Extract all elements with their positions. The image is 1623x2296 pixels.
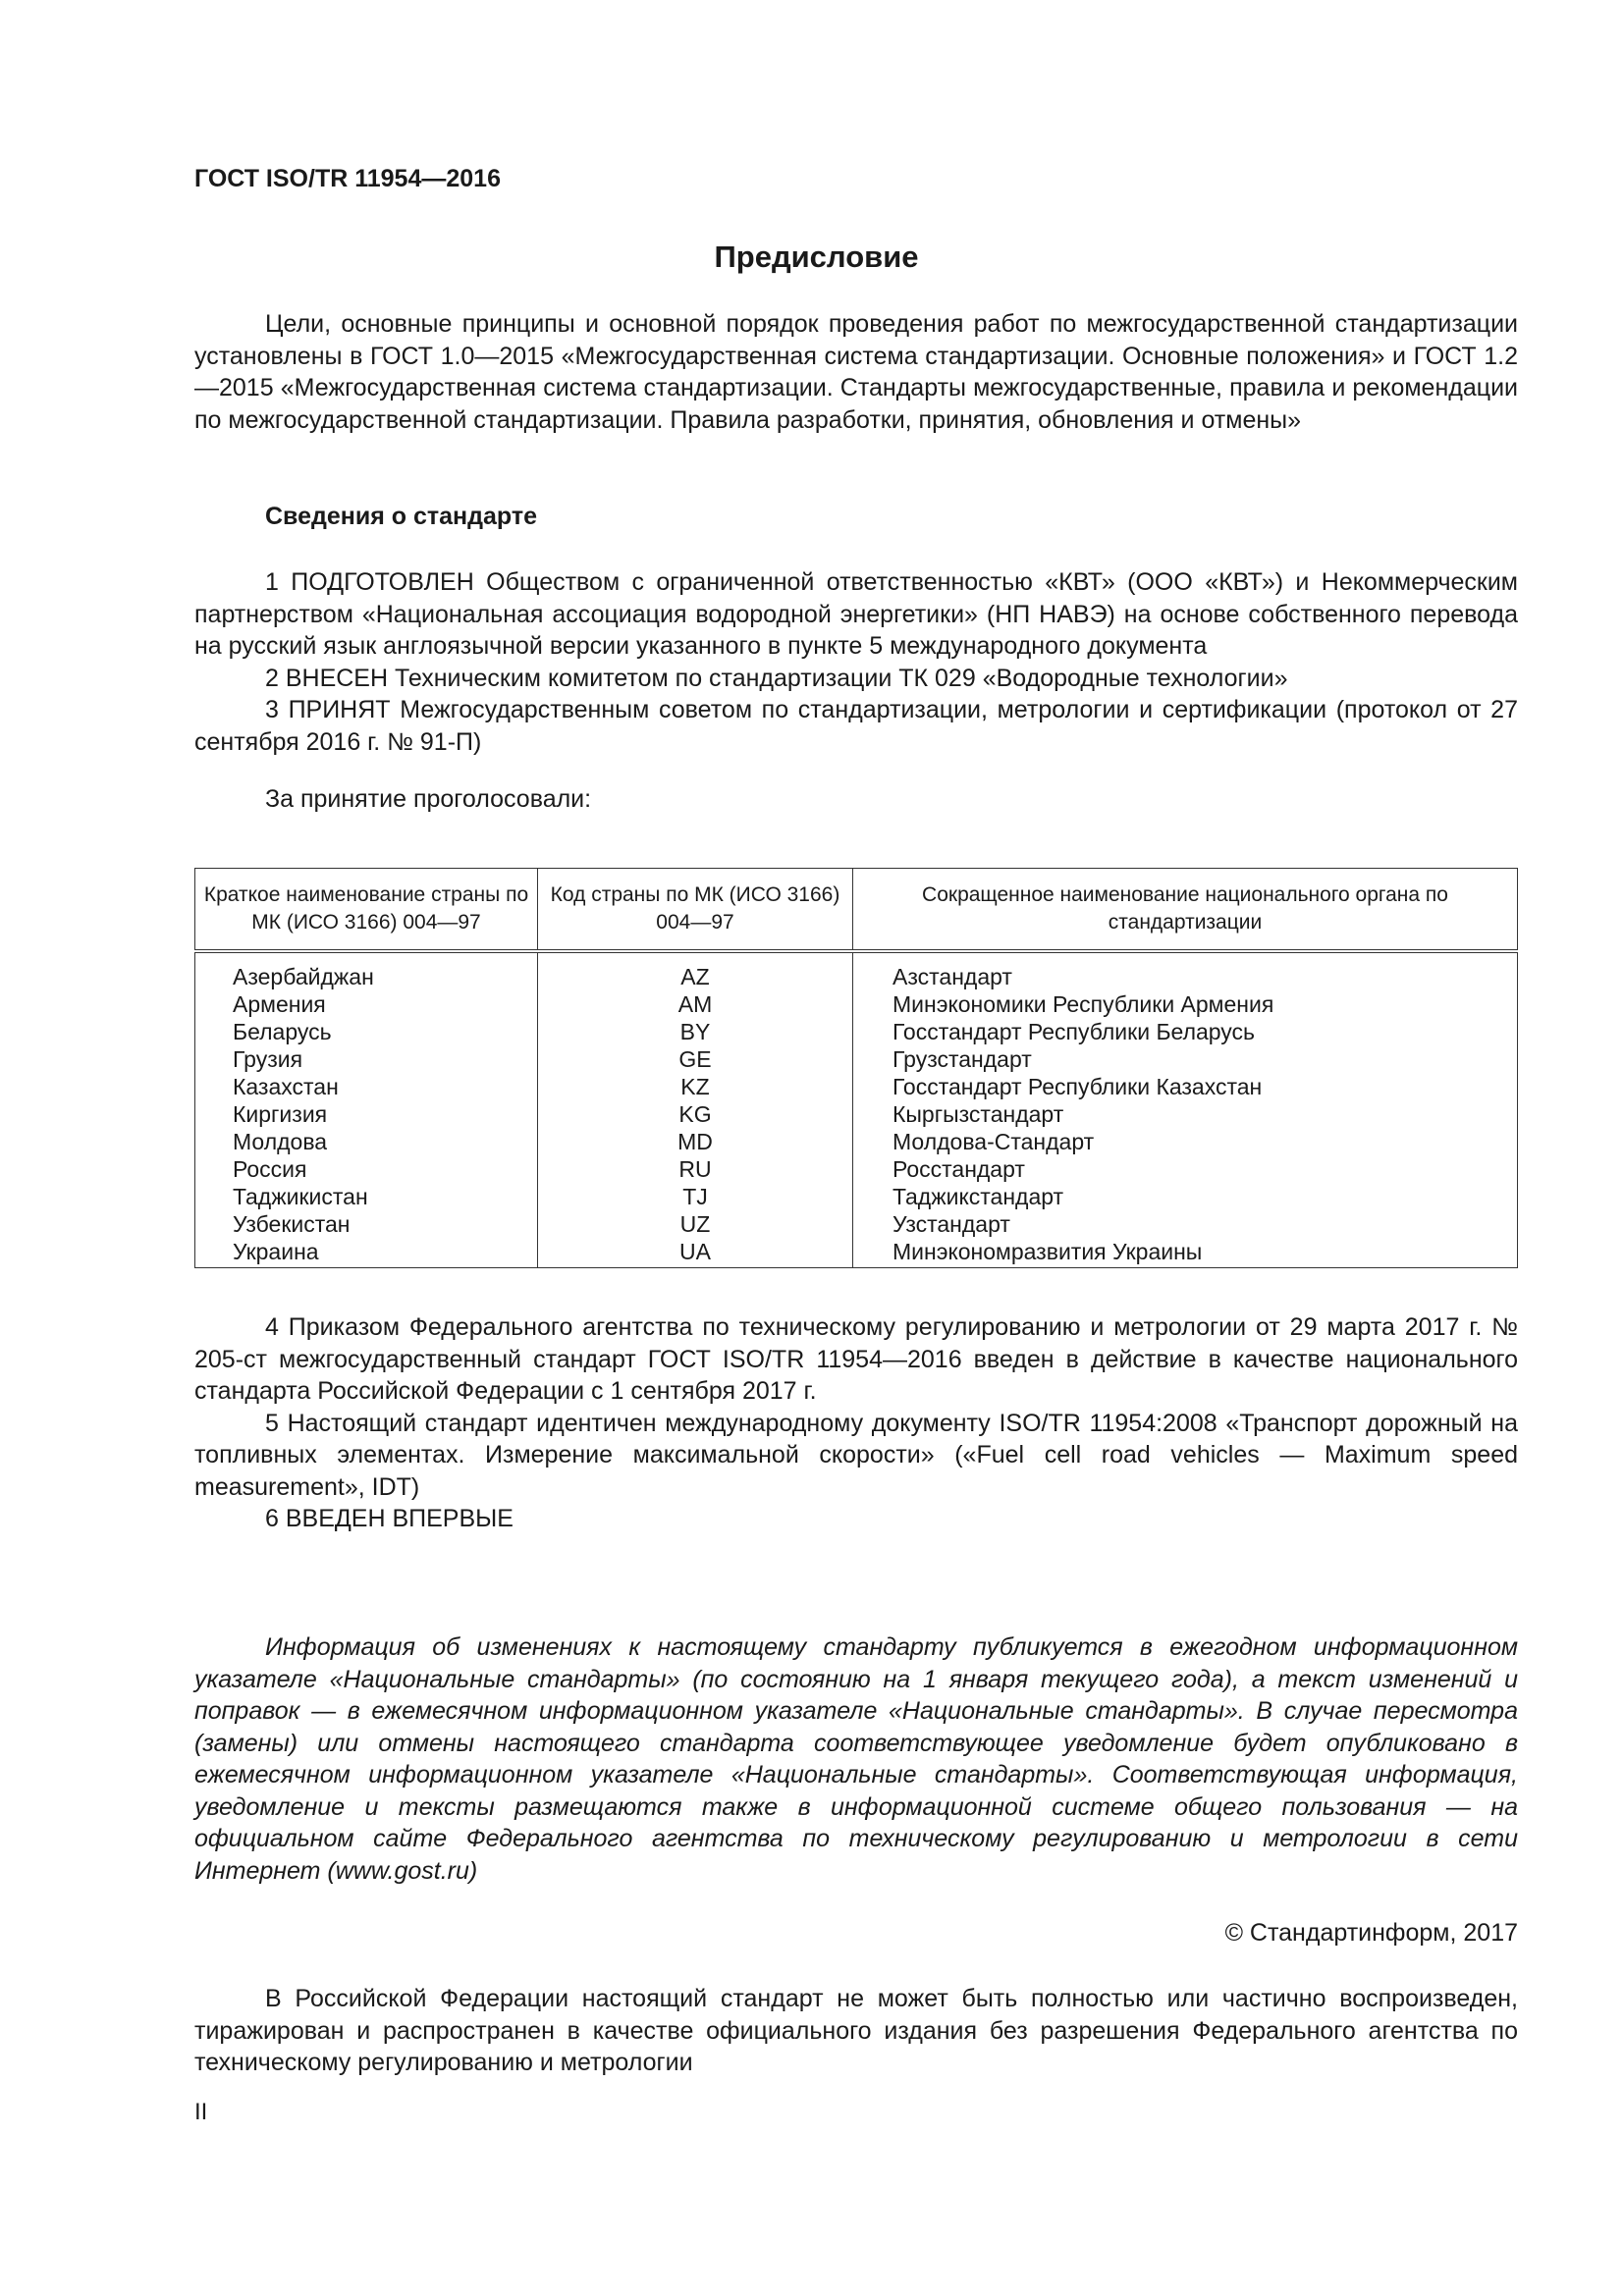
code-cell: BY	[538, 1018, 853, 1045]
body-cell: Госстандарт Республики Казахстан	[853, 1073, 1518, 1100]
table-row	[195, 1183, 1518, 1210]
items-section	[194, 566, 1518, 816]
code-cell: UZ	[538, 1210, 853, 1238]
page-number: II	[194, 2099, 208, 2125]
item-3: 3 ПРИНЯТ Межгосударственным советом по стандартизации, метрологии и сертификации (протокол от 27 сентября 2016 г. № 91-П)	[194, 696, 1518, 756]
table-row	[195, 1238, 1518, 1268]
copyright: © Стандартинформ, 2017	[1224, 1919, 1518, 1947]
country-cell: Россия	[233, 1156, 307, 1182]
table-row	[195, 1100, 1518, 1128]
table-header-row	[195, 869, 1518, 952]
body-cell: Кыргызстандарт	[853, 1100, 1518, 1128]
table-row	[195, 1073, 1518, 1100]
table-row	[195, 1210, 1518, 1238]
intro-paragraph: Цели, основные принципы и основной порядок проведения работ по межгосударственной стандартизации установлены в ГОСТ 1.0—2015 «Межгосударственная система стандартизации. Основные положения» и ГОСТ 1.2—2015 «Межгосударственная система стандартизации. Стандарты межгосударственные, правила и рекомендации по межгосударственной стандартизации. Правила разработки, принятия, обновления и отмены»	[194, 310, 1518, 434]
body-cell: Азстандарт	[853, 951, 1518, 990]
country-cell: Азербайджан	[233, 964, 374, 989]
table-row	[195, 951, 1518, 990]
table-row	[195, 990, 1518, 1018]
intro-section	[194, 308, 1518, 436]
code-cell: TJ	[538, 1183, 853, 1210]
document-header: ГОСТ ISO/TR 11954—2016	[194, 165, 501, 192]
country-cell: Узбекистан	[233, 1211, 351, 1237]
notice-paragraph: Информация об изменениях к настоящему стандарту публикуется в ежегодном информационном указателе «Национальные стандарты» (по состоянию на 1 января текущего года), а текст изменений и поправок — в ежемесячном информационном указателе «Национальные стандарты». В случае пересмотра (замены) или отмены настоящего стандарта соответствующее уведомление будет опубликовано в ежемесячном информационном указателе «Национальные стандарты». Соответствующая информация, уведомление и тексты размещаются также в информационной системе общего пользования — на официальном сайте Федерального агентства по техническому регулированию и метрологии в сети Интернет (www.gost.ru)	[194, 1633, 1518, 1885]
item-2: 2 ВНЕСЕН Техническим комитетом по стандартизации ТК 029 «Водородные технологии»	[265, 664, 1288, 692]
body-cell: Таджикстандарт	[853, 1183, 1518, 1210]
notice-section	[194, 1631, 1518, 1887]
code-cell: MD	[538, 1128, 853, 1155]
items2-section	[194, 1311, 1518, 1535]
code-cell: GE	[538, 1045, 853, 1073]
country-cell: Украина	[233, 1239, 319, 1264]
restriction-paragraph: В Российской Федерации настоящий стандарт не может быть полностью или частично воспроизведен, тиражирован и распространен в качестве официального издания без разрешения Федерального агентства по техническому регулированию и метрологии	[194, 1985, 1518, 2076]
code-cell: AM	[538, 990, 853, 1018]
col-header-code: Код страны по МК (ИСО 3166) 004—97	[538, 869, 853, 952]
body-cell: Минэкономразвития Украины	[853, 1238, 1518, 1268]
item-6: 6 ВВЕДЕН ВПЕРВЫЕ	[265, 1505, 514, 1532]
item-5: 5 Настоящий стандарт идентичен международному документу ISO/TR 11954:2008 «Транспорт дорожный на топливных элементах. Измерение максимальной скорости» («Fuel cell road vehicles — Maximum speed measurement», IDT)	[194, 1409, 1518, 1501]
restriction-section	[194, 1983, 1518, 2079]
code-cell: KZ	[538, 1073, 853, 1100]
col-header-country: Краткое наименование страны по МК (ИСО 3166) 004—97	[195, 869, 538, 952]
body-cell: Грузстандарт	[853, 1045, 1518, 1073]
info-heading-wrap	[194, 501, 1518, 533]
country-cell: Молдова	[233, 1129, 328, 1154]
item-1: 1 ПОДГОТОВЛЕН Обществом с ограниченной ответственностью «КВТ» (ООО «КВТ») и Некоммерческим партнерством «Национальная ассоциация водородной энергетики» (НП НАВЭ) на основе собственного перевода на русский язык англоязычной версии указанного в пункте 5 международного документа	[194, 568, 1518, 660]
page-title: Предисловие	[714, 240, 919, 274]
code-cell: AZ	[538, 951, 853, 990]
country-cell: Казахстан	[233, 1074, 339, 1099]
col-header-body: Сокращенное наименование национального органа по стандартизации	[853, 869, 1518, 952]
country-cell: Армения	[233, 991, 326, 1017]
country-cell: Киргизия	[233, 1101, 328, 1127]
body-cell: Госстандарт Республики Беларусь	[853, 1018, 1518, 1045]
vote-label: За принятие проголосовали:	[265, 785, 592, 813]
body-cell: Узстандарт	[853, 1210, 1518, 1238]
country-cell: Грузия	[233, 1046, 303, 1072]
code-cell: KG	[538, 1100, 853, 1128]
table-row	[195, 1128, 1518, 1155]
table-row	[195, 1045, 1518, 1073]
item-4: 4 Приказом Федерального агентства по техническому регулированию и метрологии от 29 марта 2017 г. № 205-ст межгосударственный стандарт ГОСТ ISO/TR 11954—2016 введен в действие в качестве национального стандарта Российской Федерации с 1 сентября 2017 г.	[194, 1313, 1518, 1405]
table-row	[195, 1018, 1518, 1045]
table-row	[195, 1155, 1518, 1183]
country-cell: Таджикистан	[233, 1184, 368, 1209]
code-cell: RU	[538, 1155, 853, 1183]
voting-table	[194, 868, 1518, 1268]
country-cell: Беларусь	[233, 1019, 332, 1044]
info-heading: Сведения о стандарте	[265, 503, 538, 530]
body-cell: Минэкономики Республики Армения	[853, 990, 1518, 1018]
body-cell: Росстандарт	[853, 1155, 1518, 1183]
code-cell: UA	[538, 1238, 853, 1268]
body-cell: Молдова-Стандарт	[853, 1128, 1518, 1155]
